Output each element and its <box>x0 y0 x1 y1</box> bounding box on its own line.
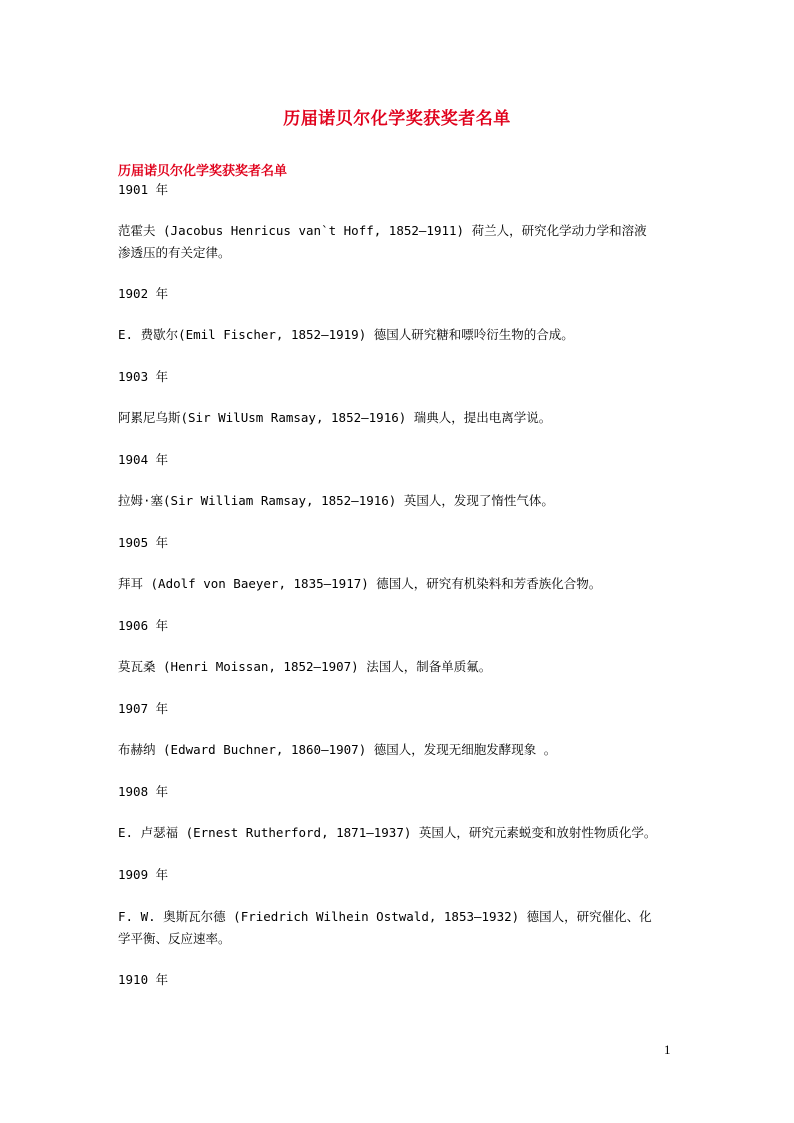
laureate-text: 拜耳 (Adolf von Baeyer, 1835—1917) 德国人，研究有机染料和芳香族化合物。 <box>118 576 602 591</box>
laureate-text: 阿累尼乌斯(Sir WilUsm Ramsay, 1852—1916) 瑞典人，提出电离学说。 <box>118 410 552 425</box>
laureate-text: 莫瓦桑 (Henri Moissan, 1852—1907) 法国人，制备单质氟。 <box>118 659 492 674</box>
year-1907: 1907 年 <box>118 701 169 716</box>
year-1906: 1906 年 <box>118 618 169 633</box>
year-1908: 1908 年 <box>118 784 169 799</box>
year-1902: 1902 年 <box>118 286 169 301</box>
year-1903: 1903 年 <box>118 369 169 384</box>
year-1910: 1910 年 <box>118 972 169 987</box>
laureate-text-continued: 学平衡、反应速率。 <box>118 931 231 946</box>
section-heading: 历届诺贝尔化学奖获奖者名单 <box>118 164 288 179</box>
year-1901: 1901 年 <box>118 182 169 197</box>
laureate-text: F. W. 奥斯瓦尔德 (Friedrich Wilhein Ostwald, 1853—1932) 德国人，研究催化、化 <box>118 909 652 924</box>
laureate-text: 范霍夫 (Jacobus Henricus van`t Hoff, 1852—1911) 荷兰人，研究化学动力学和溶液 <box>118 223 647 238</box>
page-title: 历届诺贝尔化学奖获奖者名单 <box>283 109 511 129</box>
year-1909: 1909 年 <box>118 867 169 882</box>
laureate-text: E. 卢瑟福 (Ernest Rutherford, 1871—1937) 英国人，研究元素蜕变和放射性物质化学。 <box>118 825 657 840</box>
laureate-text: E. 费歇尔(Emil Fischer, 1852—1919) 德国人研究糖和嘌呤衍生物的合成。 <box>118 327 574 342</box>
laureate-text: 拉姆·塞(Sir William Ramsay, 1852—1916) 英国人，发现了惰性气体。 <box>118 493 554 508</box>
page-number: 1 <box>664 1042 671 1057</box>
laureate-text: 布赫纳 (Edward Buchner, 1860—1907) 德国人，发现无细胞发酵现象 。 <box>118 742 557 757</box>
year-1904: 1904 年 <box>118 452 169 467</box>
year-1905: 1905 年 <box>118 535 169 550</box>
laureate-text-continued: 渗透压的有关定律。 <box>118 245 231 260</box>
